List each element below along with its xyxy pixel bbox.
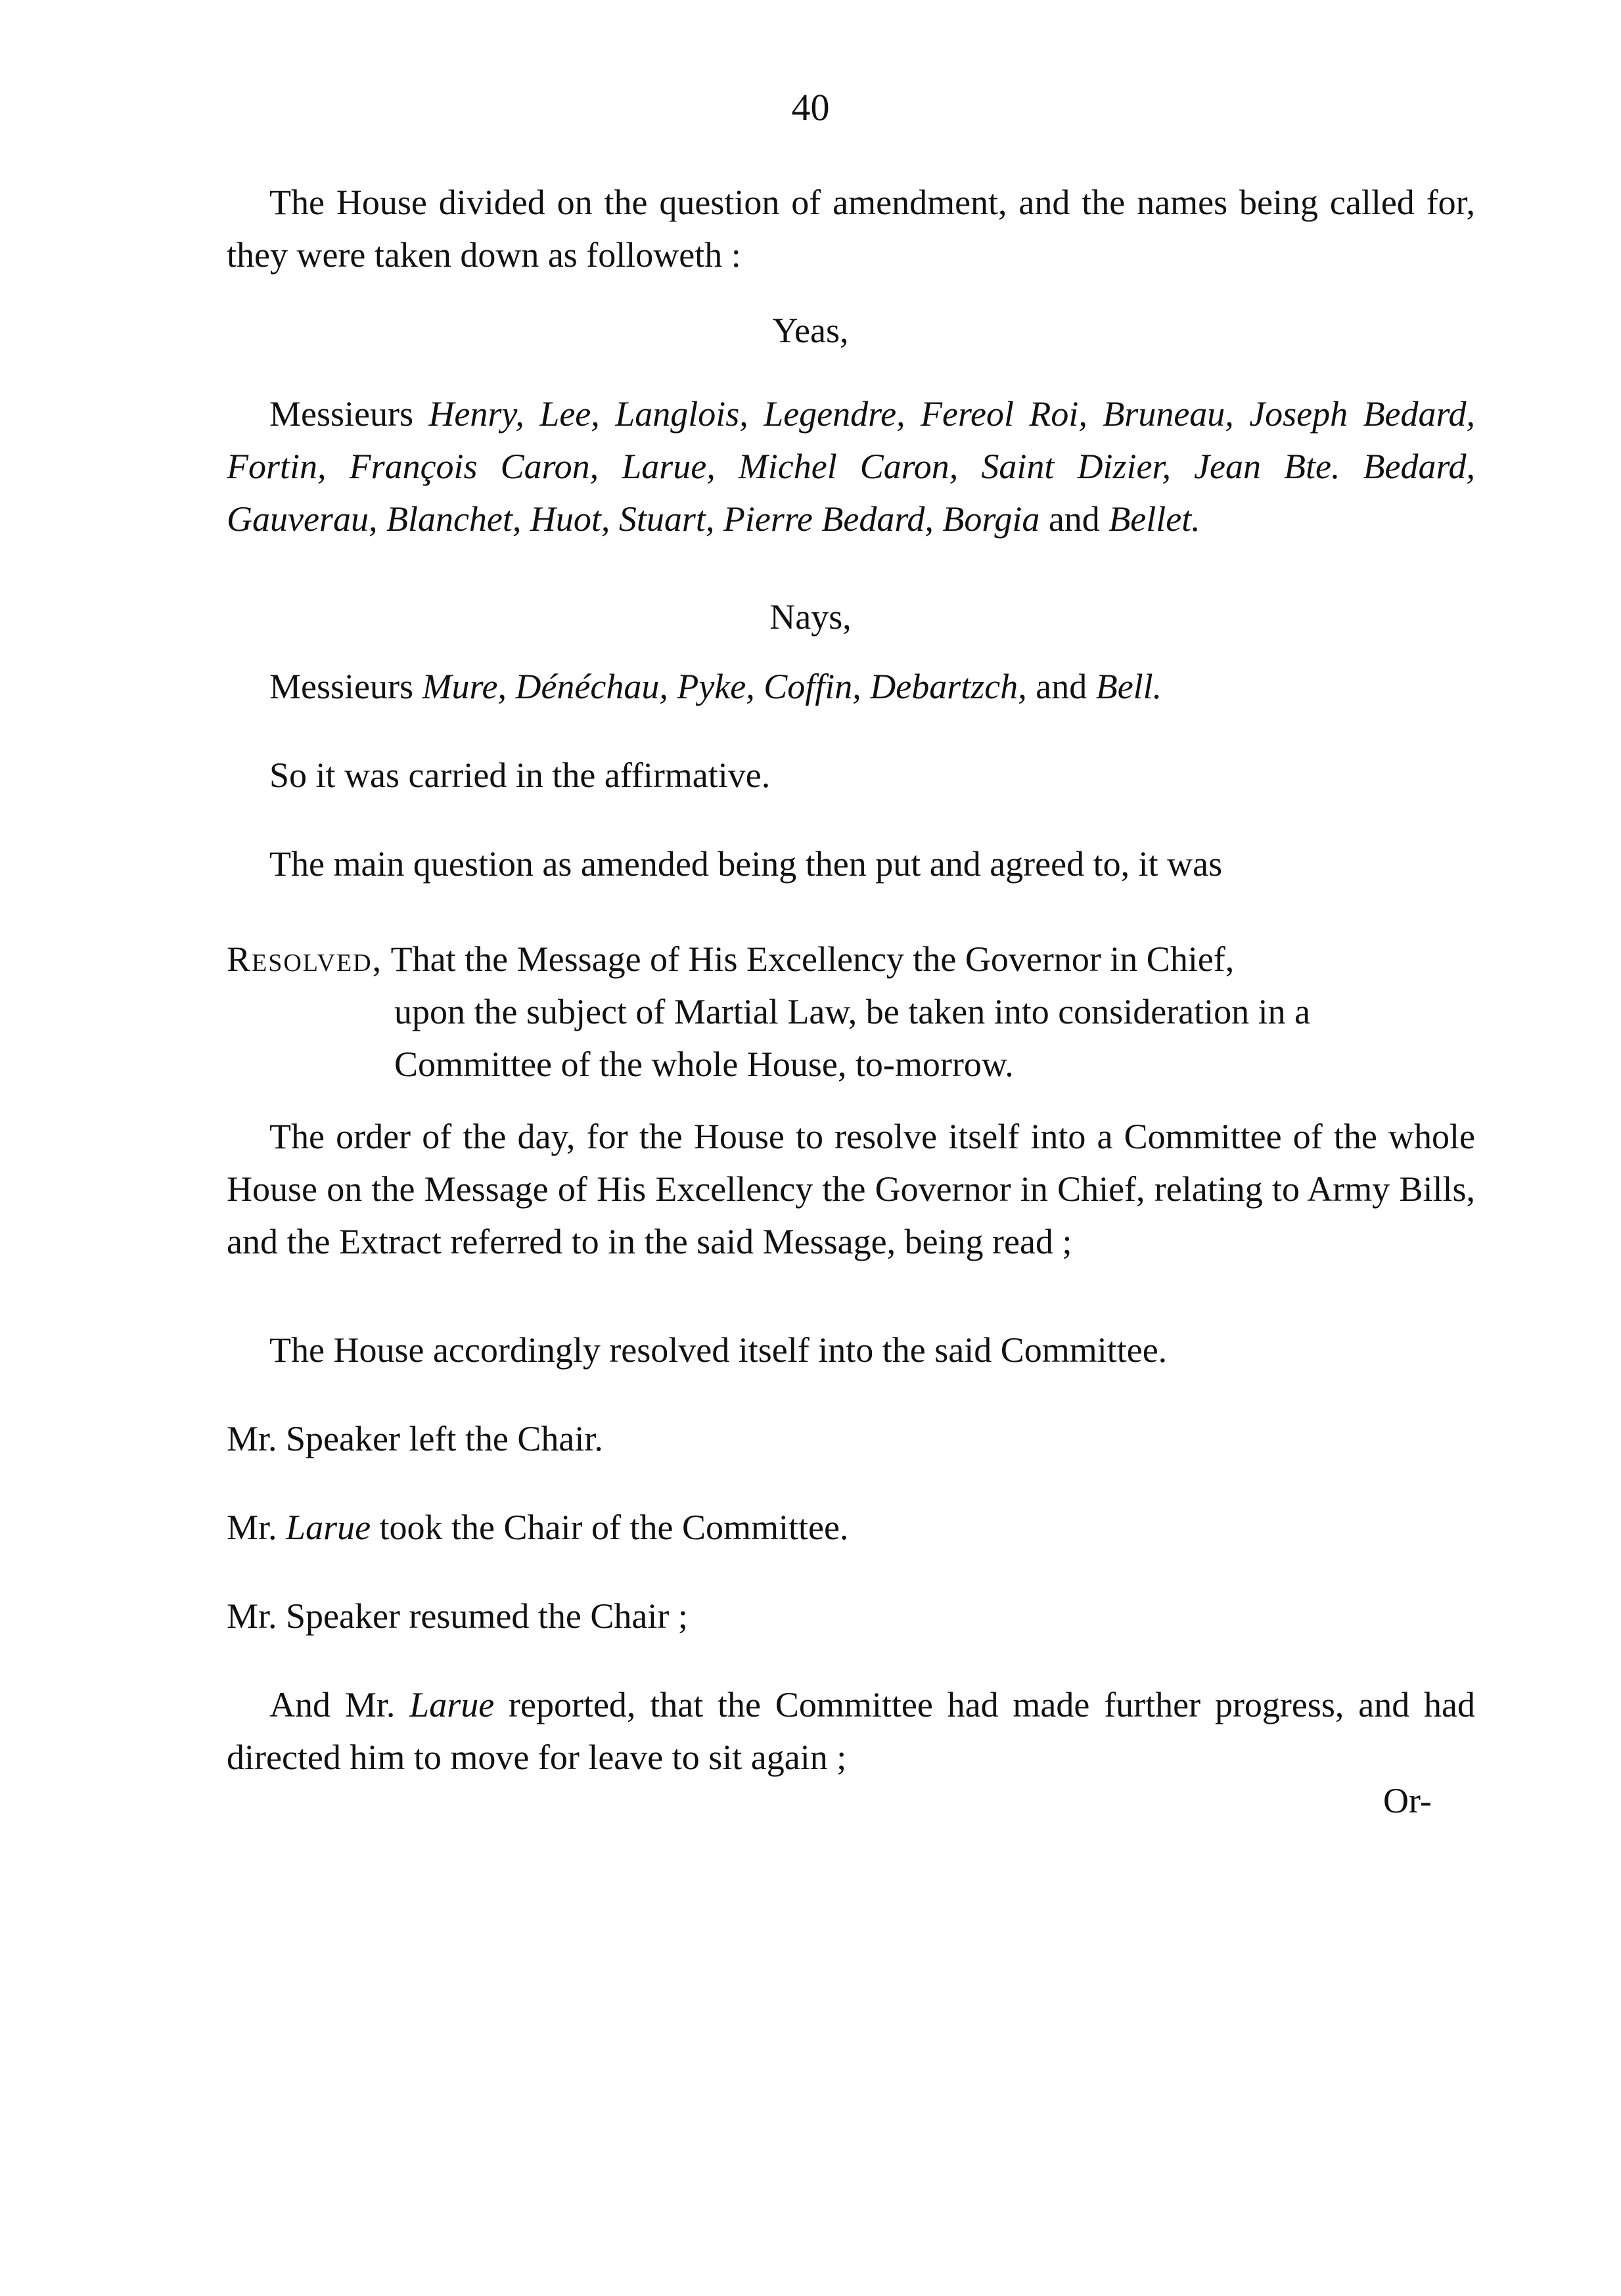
resolved-paragraph <box>227 933 1475 1091</box>
yeas-name: Stuart, <box>618 499 715 539</box>
yeas-name: Legendre, <box>764 394 905 434</box>
yeas-name: Borgia <box>942 499 1040 539</box>
catchword: Or- <box>1383 1781 1432 1820</box>
yeas-name: Huot, <box>530 499 610 539</box>
yeas-name: Langlois, <box>615 394 748 434</box>
larue-reported-paragraph <box>227 1678 1475 1784</box>
larue-reported-post: reported, that the Committee had made further progress, and had directed him to move for leave to sit again ; <box>227 1685 1475 1777</box>
nays-last-name: Bell. <box>1095 667 1162 706</box>
larue-chair-pre: Mr. <box>227 1508 277 1547</box>
division-paragraph: The House divided on the question of amendment, and the names being called for, they were taken down as followeth : <box>227 183 1475 275</box>
resolved-label: Resolved, <box>227 939 383 979</box>
yeas-and: and <box>1048 499 1100 539</box>
nays-names <box>422 667 1026 706</box>
nays-name: Mure, <box>422 667 507 706</box>
yeas-heading: Yeas, <box>772 311 849 350</box>
nays-list <box>227 660 1475 713</box>
yeas-name: Blanchet, <box>386 499 522 539</box>
yeas-name: Fereol Roi, <box>921 394 1087 434</box>
larue-reported-name: Larue <box>409 1685 495 1724</box>
nays-lead: Messieurs <box>269 667 413 706</box>
yeas-name: Bruneau, <box>1103 394 1234 434</box>
resolved-rest: upon the subject of Martial Law, be taken into consideration in a Committee of the whole House, to-morrow. <box>394 992 1311 1084</box>
yeas-name: Joseph Bedard, <box>1249 394 1476 434</box>
yeas-list <box>227 388 1475 545</box>
nays-heading: Nays, <box>769 597 852 637</box>
nays-and: and <box>1036 667 1087 706</box>
yeas-name: Gauverau, <box>227 499 378 539</box>
resolved-committee-paragraph: The House accordingly resolved itself into the said Committee. <box>269 1330 1168 1370</box>
order-of-day-paragraph: The order of the day, for the House to resolve itself into a Committee of the whole House on the Message of His Excellency the Governor in Chief, relating to Army Bills, and the Extract referred to in the said Message, being read ; <box>227 1117 1475 1261</box>
yeas-name: Fortin, <box>227 447 327 486</box>
yeas-name: Larue, <box>622 447 716 486</box>
larue-chair-post: took the Chair of the Committee. <box>379 1508 849 1547</box>
nays-name: Pyke, <box>677 667 755 706</box>
resolved-first-line: That the Message of His Excellency the Governor in Chief, <box>390 939 1235 979</box>
larue-chair-name: Larue <box>286 1508 371 1547</box>
yeas-lead: Messieurs <box>269 394 413 434</box>
speaker-resumed-paragraph: Mr. Speaker resumed the Chair ; <box>227 1596 688 1636</box>
yeas-name: François Caron, <box>349 447 599 486</box>
speaker-left-paragraph: Mr. Speaker left the Chair. <box>227 1419 603 1458</box>
page-number: 40 <box>791 86 830 129</box>
yeas-name: Lee, <box>539 394 600 434</box>
yeas-names <box>227 394 1475 539</box>
larue-chair-paragraph <box>227 1501 1475 1554</box>
main-question-paragraph: The main question as amended being then put and agreed to, it was <box>269 844 1223 884</box>
yeas-name: Pierre Bedard, <box>723 499 934 539</box>
yeas-name: Jean Bte. Bedard, <box>1194 447 1476 486</box>
nays-name: Debartzch, <box>870 667 1027 706</box>
yeas-name: Michel Caron, <box>738 447 959 486</box>
larue-reported-pre: And Mr. <box>269 1685 396 1724</box>
carried-paragraph: So it was carried in the affirmative. <box>269 755 771 795</box>
nays-name: Dénéchau, <box>515 667 668 706</box>
yeas-last-name: Bellet. <box>1108 499 1200 539</box>
nays-name: Coffin, <box>764 667 861 706</box>
yeas-name: Saint Dizier, <box>981 447 1171 486</box>
yeas-name: Henry, <box>428 394 524 434</box>
